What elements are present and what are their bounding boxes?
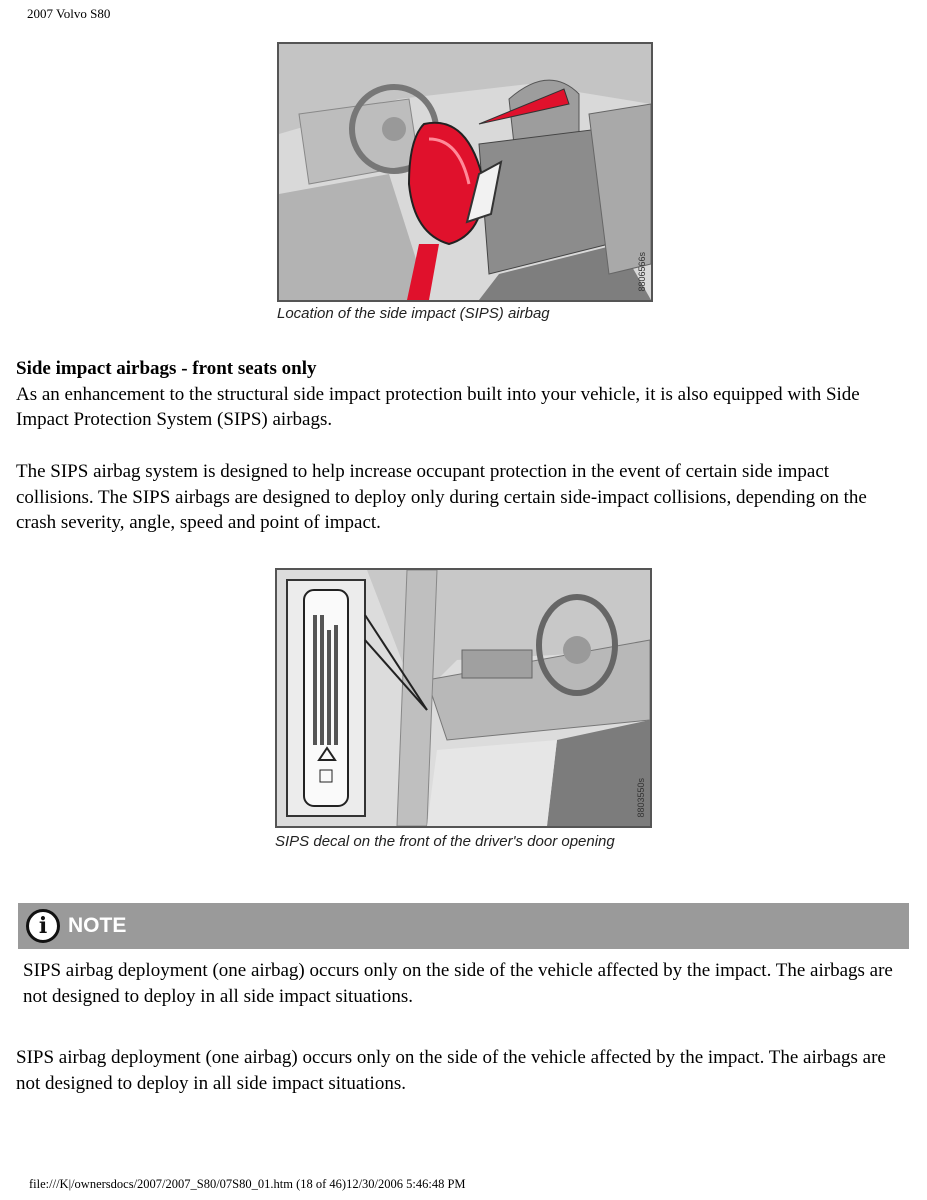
section-heading: Side impact airbags - front seats only <box>16 358 317 379</box>
figure-code: 8803550s <box>636 778 646 818</box>
paragraph: As an enhancement to the structural side impact protection built into your vehicle, it is also equipped with Side Impact Protection System (SIPS) airbags. <box>16 383 860 430</box>
sips-decal-illustration <box>275 568 652 828</box>
paragraph: The SIPS airbag system is designed to help increase occupant protection in the event of certain side impact collisions. The SIPS airbags are designed to deploy only during certain side-impact collisions, depending on the crash severity, angle, speed and point of impact. <box>16 461 867 533</box>
note-label: NOTE <box>68 914 127 937</box>
figure-code: 8806566s <box>637 252 647 292</box>
figure-caption: SIPS decal on the front of the driver's door opening <box>275 833 615 850</box>
paragraph: SIPS airbag deployment (one airbag) occurs only on the side of the vehicle affected by the impact. The airbags are not designed to deploy in all side impact situations. <box>16 1047 886 1094</box>
sips-airbag-illustration <box>277 42 653 302</box>
page-header: 2007 Volvo S80 <box>27 6 111 21</box>
note-header <box>18 903 909 949</box>
door-opening-drawing <box>277 570 650 826</box>
figure-caption: Location of the side impact (SIPS) airbag <box>277 305 550 322</box>
section-intro <box>16 356 911 433</box>
page-footer: file:///K|/ownersdocs/2007/2007_S80/07S80_01.htm (18 of 46)12/30/2006 5:46:48 PM <box>29 1177 466 1191</box>
car-interior-seat-drawing <box>279 44 651 300</box>
info-icon: i <box>26 909 60 943</box>
note-text: SIPS airbag deployment (one airbag) occurs only on the side of the vehicle affected by the impact. The airbags are not designed to deploy in all side impact situations. <box>23 960 893 1007</box>
